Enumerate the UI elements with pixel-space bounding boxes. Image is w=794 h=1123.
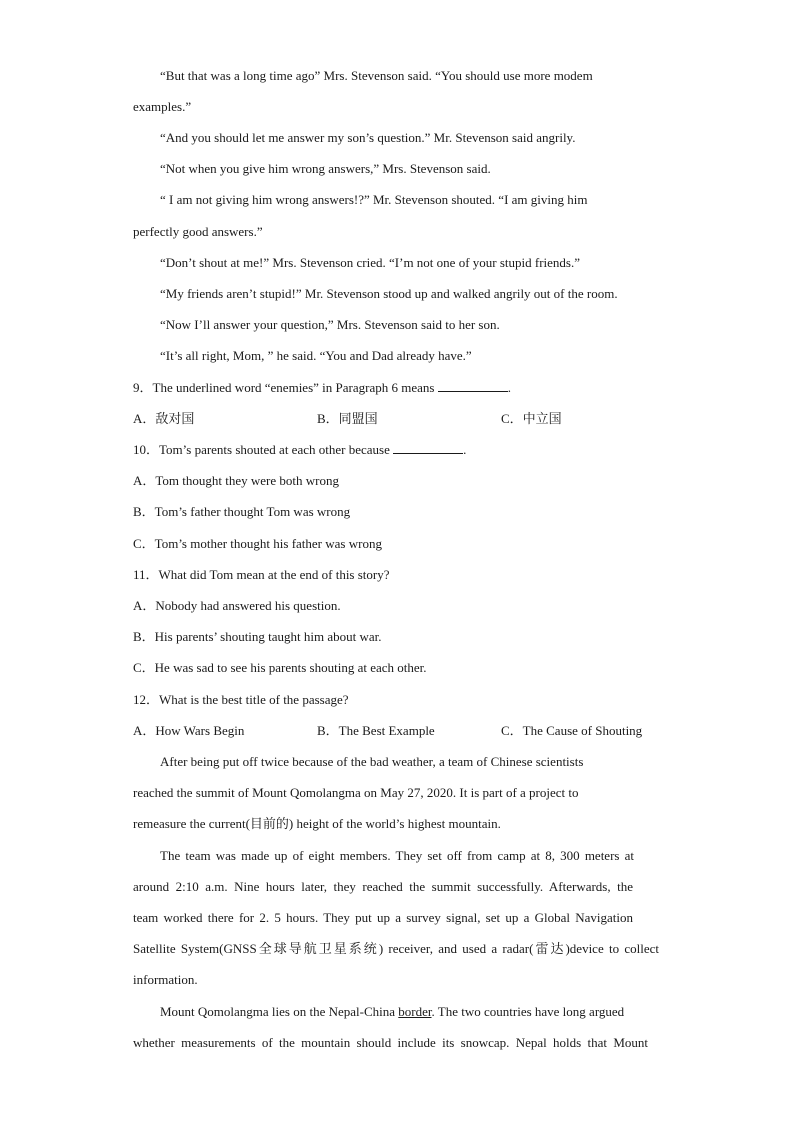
passage-line: “And you should let me answer my son’s question.” Mr. Stevenson said angrily. <box>160 130 576 145</box>
passage-line: The team was made up of eight members. They set off from camp at 8, 300 meters at <box>160 848 634 863</box>
passage-line: “But that was a long time ago” Mrs. Stevenson said. “You should use more modem <box>160 68 593 83</box>
passage-line: reached the summit of Mount Qomolangma on May 27, 2020. It is part of a project to <box>133 785 579 800</box>
passage-text: . The two countries have long argued <box>431 1004 625 1019</box>
option-b: B．同盟国 <box>317 411 378 426</box>
option-a: A．Tom thought they were both wrong <box>133 473 339 488</box>
passage-line: around 2:10 a.m. Nine hours later, they reached the summit successfully. Afterwards, the <box>133 879 633 894</box>
passage-line: examples.” <box>133 99 192 114</box>
passage-line: information. <box>133 972 198 987</box>
question-12: 12．What is the best title of the passage? <box>133 692 349 707</box>
option-b: B．His parents’ shouting taught him about war. <box>133 629 382 644</box>
option-c: C．中立国 <box>501 411 562 426</box>
question-stem: 10．Tom’s parents shouted at each other because <box>133 442 390 457</box>
passage-line: whether measurements of the mountain should include its snowcap. Nepal holds that Mount <box>133 1035 648 1050</box>
passage-line: team worked there for 2. 5 hours. They put up a survey signal, set up a Global Navigation <box>133 910 633 925</box>
option-c: C．The Cause of Shouting <box>501 723 643 738</box>
passage-line: “ I am not giving him wrong answers!?” Mr. Stevenson shouted. “I am giving him <box>160 192 588 207</box>
passage-line: perfectly good answers.” <box>133 224 263 239</box>
passage-line: “Now I’ll answer your question,” Mrs. Stevenson said to her son. <box>160 317 500 332</box>
passage-text: Mount Qomolangma lies on the Nepal-China <box>160 1004 396 1019</box>
question-stem: 9．The underlined word “enemies” in Paragraph 6 means <box>133 380 435 395</box>
passage-line: remeasure the current(目前的) height of the world’s highest mountain. <box>133 816 501 831</box>
option-c: C．Tom’s mother thought his father was wrong <box>133 536 382 551</box>
question-9 <box>133 378 663 398</box>
question-end: . <box>463 442 467 457</box>
underlined-word: border <box>398 1004 432 1019</box>
passage-line <box>160 1002 690 1022</box>
question-10 <box>133 440 663 460</box>
option-a: A．敌对国 <box>133 411 195 426</box>
question-end: . <box>507 380 511 395</box>
passage-line: “It’s all right, Mom, ” he said. “You and Dad already have.” <box>160 348 472 363</box>
option-b: B．Tom’s father thought Tom was wrong <box>133 504 351 519</box>
answer-blank <box>393 440 463 454</box>
passage-line: “My friends aren’t stupid!” Mr. Stevenson stood up and walked angrily out of the room. <box>160 286 618 301</box>
passage-line: After being put off twice because of the bad weather, a team of Chinese scientists <box>160 754 584 769</box>
question-11: 11．What did Tom mean at the end of this story? <box>133 567 390 582</box>
option-c: C．He was sad to see his parents shouting at each other. <box>133 660 427 675</box>
passage-line: Satellite System(GNSS全球导航卫星系统) receiver, and used a radar(雷达)device to collect <box>133 941 659 956</box>
passage-line: “Not when you give him wrong answers,” Mrs. Stevenson said. <box>160 161 491 176</box>
option-a: A．How Wars Begin <box>133 723 245 738</box>
option-b: B．The Best Example <box>317 723 435 738</box>
passage-line: “Don’t shout at me!” Mrs. Stevenson cried. “I’m not one of your stupid friends.” <box>160 255 580 270</box>
answer-blank <box>438 378 508 392</box>
option-a: A．Nobody had answered his question. <box>133 598 341 613</box>
